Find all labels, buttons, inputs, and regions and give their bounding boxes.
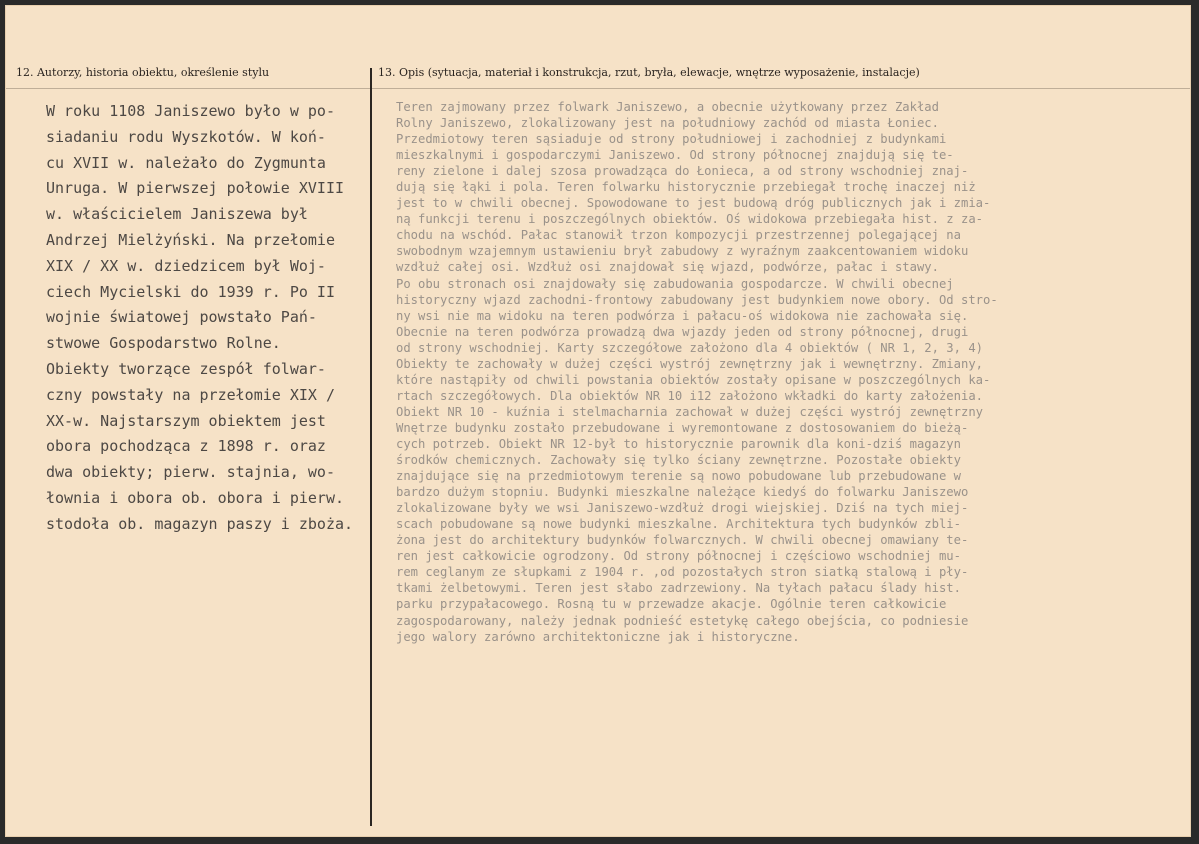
history-line: stodoła ob. magazyn paszy i zboża. — [46, 514, 354, 533]
history-line: stwowe Gospodarstwo Rolne. — [46, 334, 281, 353]
description-line: które nastąpiły od chwili powstania obiektów zostały opisane w poszczególnych ka- — [396, 372, 991, 387]
description-line: ną funkcji terenu i poszczególnych obiektów. Oś widokowa przebiegała hist. z za- — [396, 212, 983, 227]
description-line: mieszkalnymi i gospodarczymi Janiszewo. Od strony północnej znajdują się te- — [396, 148, 954, 163]
description-line: Teren zajmowany przez folwark Janiszewo, a obecnie użytkowany przez Zakład — [396, 100, 939, 114]
history-line: dwa obiekty; pierw. stajnia, wo- — [46, 463, 335, 482]
description-line: Obiekty te zachowały w dużej części wystrój zewnętrzny jak i wewnętrzny. Zmiany, — [396, 356, 983, 371]
description-line: reny zielone i dalej szosa prowadząca do Łoniecа, a od strony wschodniej znaj- — [396, 164, 969, 179]
description-line: żona jest do architektury budynków folwarcznych. W chwili obecnej omawiany te- — [396, 533, 969, 548]
history-line: w. właścicielem Janiszewa był — [46, 205, 308, 224]
description-line: dują się łąki i pola. Teren folwarku historycznie przebiegał trochę inaczej niż — [396, 180, 976, 195]
description-line: zagospodarowany, należy jednak podnieść estetykę całego obejścia, co podniesie — [396, 613, 969, 628]
description-line: Po obu stronach osi znajdowały się zabudowania gospodarcze. W chwili obecnej — [396, 276, 954, 291]
history-line: łownia i obora ob. obora i pierw. — [46, 488, 345, 507]
description-line: swobodnym wzajemnym ustawieniu brył zabudowy z wyraźnym zaakcentowaniem widoku — [396, 244, 969, 259]
history-line: Unruga. W pierwszej połowie XVIII — [46, 179, 345, 198]
header-divider — [6, 88, 1190, 89]
description-line: Obiekt NR 10 - kuźnia i stelmacharnia zachował w dużej części wystrój zewnętrzny — [396, 404, 983, 419]
history-line: XIX / XX w. dziedzicem był Woj- — [46, 256, 326, 275]
description-line: Rolny Janiszewo, zlokalizowany jest na południowy zachód od miasta Łoniec. — [396, 116, 939, 131]
history-line: XX-w. Najstarszym obiektem jest — [46, 411, 326, 430]
inventory-card — [5, 5, 1191, 837]
history-line: obora pochodząca z 1898 r. oraz — [46, 437, 326, 456]
description-line: historyczny wjazd zachodni-frontowy zabudowany jest budynkiem nowe obory. Od stro- — [396, 292, 998, 307]
description-line: wzdłuż całej osi. Wzdłuż osi znajdował się wjazd, podwórze, pałac i stawy. — [396, 260, 939, 275]
description-line: scach pobudowane są nowe budynki mieszkalne. Architektura tych budynków zbli- — [396, 517, 961, 532]
description-line: bardzo dużym stopniu. Budynki mieszkalne należące kiedyś do folwarku Janiszewo — [396, 485, 969, 500]
section-13-header: 13. Opis (sytuacja, materiał i konstrukcja, rzut, bryła, elewacje, wnętrze wyposażenie, instalacje) — [378, 66, 920, 79]
history-line: Andrzej Mielżyński. Na przełomie — [46, 230, 335, 249]
history-line: czny powstały na przełomie XIX / — [46, 385, 335, 404]
description-line: od strony wschodniej. Karty szczegółowe założono dla 4 obiektów ( NR 1, 2, 3, 4) — [396, 340, 983, 355]
description-line: jest to w chwili obecnej. Spowodowane to jest budową dróg publicznych jak i zmia- — [396, 196, 991, 211]
section-12-header: 12. Autorzy, historia obiektu, określenie stylu — [16, 66, 270, 79]
history-line: cu XVII w. należało do Zygmunta — [46, 153, 326, 172]
description-line: Przedmiotowy teren sąsiaduje od strony południowej i zachodniej z budynkami — [396, 132, 947, 147]
description-line: ren jest całkowicie ogrodzony. Od strony północnej i częściowo wschodniej mu- — [396, 549, 961, 564]
description-line: rem ceglanym ze słupkami z 1904 r. ,od pozostałych stron siatką stalową i pły- — [396, 565, 969, 580]
description-line: ny wsi nie ma widoku na teren podwórza i pałacu-oś widokowa nie zachowała się. — [396, 308, 969, 323]
description-line: jego walory zarówno architektoniczne jak i historyczne. — [396, 629, 800, 644]
description-line: zlokalizowane były we wsi Janiszewo-wzdłuż drogi wiejskiej. Dziś na tych miej- — [396, 501, 969, 516]
history-line: wojnie światowej powstało Pań- — [46, 308, 317, 327]
description-text — [396, 99, 1191, 645]
history-text — [46, 99, 366, 538]
description-line: chodu na wschód. Pałac stanowił trzon kompozycji przestrzennej polegającej na — [396, 228, 961, 243]
column-divider — [370, 68, 372, 826]
history-line: Obiekty tworzące zespół folwar- — [46, 359, 326, 378]
description-line: rtach szczegółowych. Dla obiektów NR 10 i12 założono wkładki do karty założenia. — [396, 388, 983, 403]
description-line: tkami żelbetowymi. Teren jest słabo zadrzewiony. Na tyłach pałacu ślady hist. — [396, 581, 961, 596]
description-line: znajdujące się na przedmiotowym terenie są nowo pobudowane lub przebudowane w — [396, 469, 961, 484]
description-line: Obecnie na teren podwórza prowadzą dwa wjazdy jeden od strony północnej, drugi — [396, 324, 969, 339]
description-line: cych potrzeb. Obiekt NR 12-był to historycznie parownik dla koni-dziś magazyn — [396, 436, 961, 451]
description-line: Wnętrze budynku zostało przebudowane i wyremontowane z dostosowaniem do bieżą- — [396, 420, 969, 435]
description-line: środków chemicznych. Zachowały się tylko ściany zewnętrzne. Pozostałe obiekty — [396, 453, 961, 468]
history-line: ciech Mycielski do 1939 r. Po II — [46, 282, 335, 301]
history-line: siadaniu rodu Wyszkotów. W koń- — [46, 127, 326, 146]
history-line: W roku 1108 Janiszewo było w po- — [46, 102, 335, 120]
description-line: parku przypałacowego. Rosną tu w przewadze akacje. Ogólnie teren całkowicie — [396, 597, 947, 612]
